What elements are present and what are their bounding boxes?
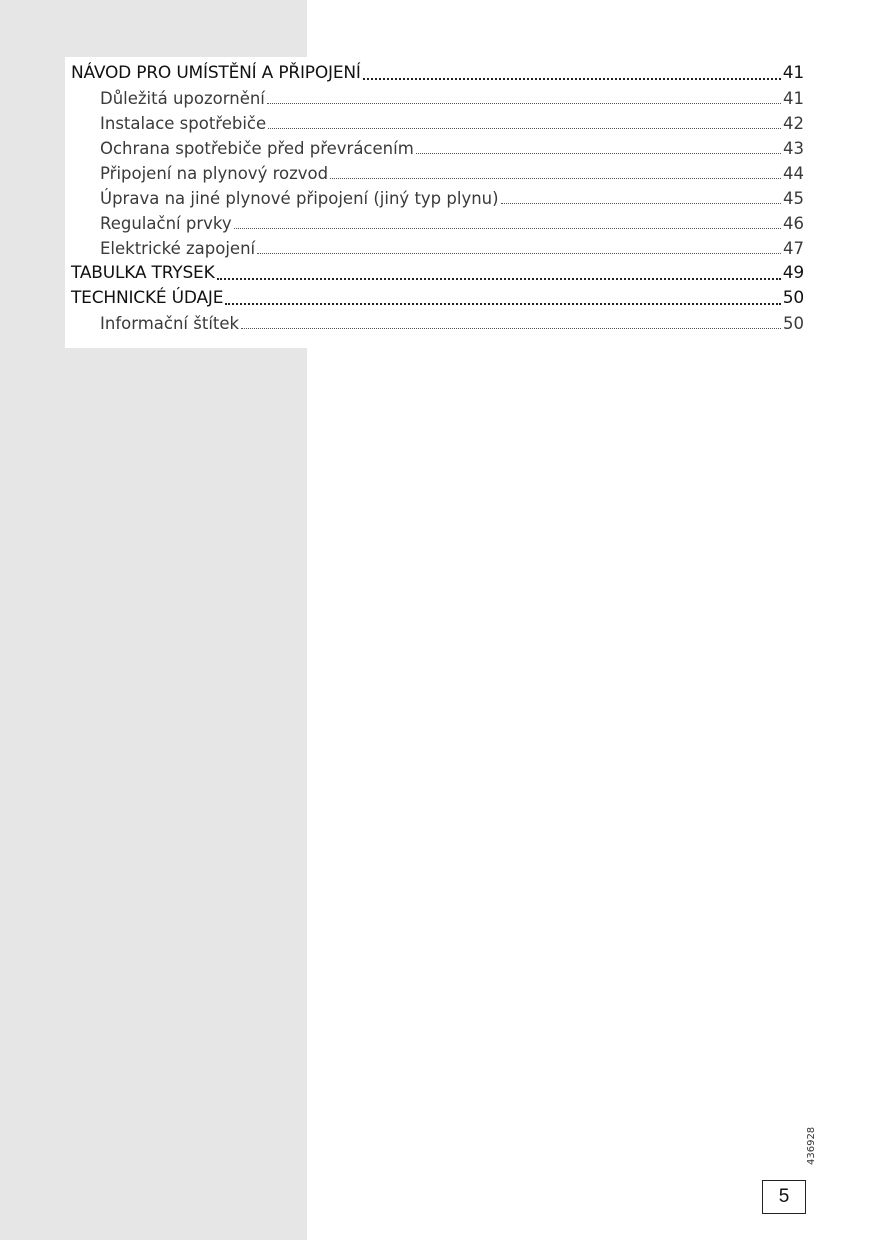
toc-entry-title: Instalace spotřebiče [100,114,267,133]
toc-entry-title: NÁVOD PRO UMÍSTĚNÍ A PŘIPOJENÍ [71,63,361,83]
toc-entry-page: 43 [783,139,804,158]
toc-entry-page: 50 [783,314,804,333]
toc-dot-leader [267,103,781,104]
toc-dot-leader [225,303,780,305]
toc-entry-title: Ochrana spotřebiče před převrácením [100,139,414,158]
toc-entry[interactable] [71,136,804,161]
toc-dot-leader [330,178,781,179]
toc-dot-leader [268,128,781,129]
toc-entry-page: 45 [783,189,804,208]
toc-entry-title: TABULKA TRYSEK [71,263,215,283]
toc-entry[interactable] [71,236,804,261]
toc-entry-page: 50 [782,288,804,308]
table-of-contents [71,61,804,336]
toc-entry-page: 41 [782,63,804,83]
toc-entry-title: Informační štítek [100,314,240,333]
toc-entry[interactable] [71,261,804,286]
toc-entry[interactable] [71,311,804,336]
toc-entry-page: 42 [783,114,804,133]
toc-entry-page: 44 [783,164,804,183]
document-code: 436928 [806,1126,817,1165]
toc-dot-leader [257,253,781,254]
toc-entry-page: 47 [783,239,804,258]
toc-entry-title: Připojení na plynový rozvod [100,164,329,183]
toc-dot-leader [416,153,781,154]
toc-entry-title: Důležitá upozornění [100,89,265,108]
toc-dot-leader [363,78,781,80]
toc-entry[interactable] [71,61,804,86]
toc-entry[interactable] [71,86,804,111]
toc-entry-title: Elektrické zapojení [100,239,256,258]
toc-dot-leader [234,228,781,229]
toc-entry-title: Úprava na jiné plynové připojení (jiný typ plynu) [100,189,499,208]
toc-entry[interactable] [71,111,804,136]
toc-dot-leader [217,278,781,280]
toc-entry-title: TECHNICKÉ ÚDAJE [71,288,224,308]
toc-entry[interactable] [71,186,804,211]
toc-entry-page: 46 [783,214,804,233]
toc-entry-page: 41 [783,89,804,108]
toc-entry[interactable] [71,161,804,186]
toc-dot-leader [241,328,781,329]
toc-dot-leader [501,203,781,204]
toc-entry[interactable] [71,286,804,311]
page-number: 5 [762,1180,806,1214]
toc-entry[interactable] [71,211,804,236]
toc-entry-title: Regulační prvky [100,214,232,233]
toc-entry-page: 49 [782,263,804,283]
